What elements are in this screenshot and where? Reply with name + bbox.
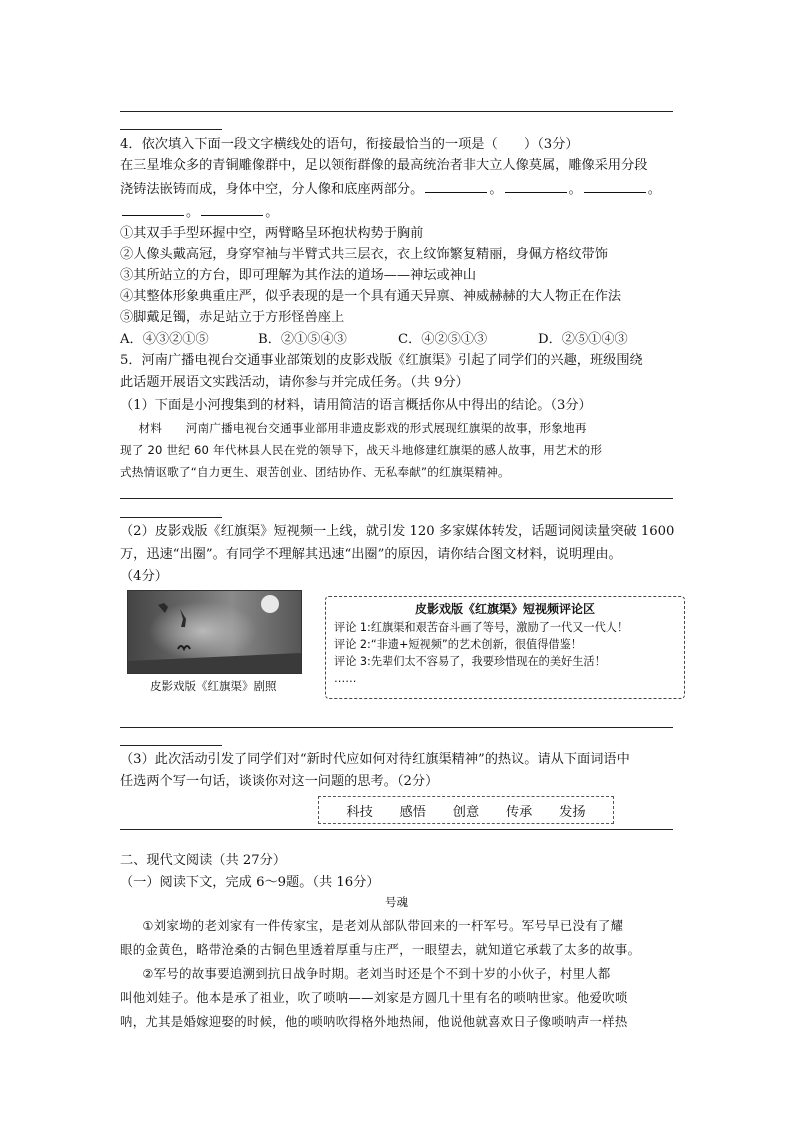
comment-item: 评论 3:先辈们太不容易了，我要珍惜现在的美好生活！ [334,655,606,668]
top-divider [120,111,673,112]
paragraph-1-line-2: 眼的金黄色，略带沧桑的古铜色里透着厚重与庄严，一眼望去，就知道它承载了太多的故事。 [120,942,641,957]
word-option[interactable]: 传承 [505,804,533,820]
q5-part2-line-2: 万，迅速“出圈”。有同学不理解其迅速“出圈”的原因，请你结合图文材料，说明理由。 [120,547,622,562]
q4-sentence-1: ①其双手手型环握中空，两臂略呈环抱状构势于胸前 [120,226,424,241]
q4-sentence-3: ③其所站立的方台，即可理解为其作法的道场——神坛或神山 [120,268,477,283]
answer-line[interactable] [120,829,673,830]
material-line-2: 现了 20 世纪 60 年代林县人民在党的领导下，战天斗地修建红旗渠的感人故事，用艺术的形 [120,443,603,457]
word-option[interactable]: 科技 [346,804,373,820]
answer-blank[interactable] [201,203,263,216]
answer-blank[interactable] [584,180,646,193]
q4-sentence-4: ④其整体形象典重庄严，似乎表现的是一个具有通天异禀、神威赫赫的大人物正在作法 [120,289,622,304]
answer-blank[interactable] [505,180,567,193]
word-option[interactable]: 发扬 [559,804,586,820]
comment-item: 评论 1:红旗渠和艰苦奋斗画了等号，激励了一代又一代人！ [334,621,629,634]
word-option[interactable]: 感悟 [399,804,426,820]
option-b[interactable]: B．②①⑤④③ [258,332,347,347]
shadow-figures-icon [128,591,301,673]
answer-line[interactable] [120,498,673,499]
q4-passage-line-2: 浇铸法嵌铸而成，身体中空，分人像和底座两部分。 。 。 。 [120,182,661,197]
short-rule [120,745,222,746]
option-d[interactable]: D．②⑤①④③ [538,332,628,347]
comment-item: …… [334,672,357,685]
comment-section [325,596,685,699]
shadow-play-photo [127,590,302,674]
q4-passage-line-3: 。 。 [120,203,676,223]
material-line-3: 式热情讴歌了“自力更生、艰苦创业、团结协作、无私奉献”的红旗渠精神。 [120,465,510,479]
short-rule [120,129,222,130]
section-heading: 二、现代文阅读（共 27分） [120,853,287,868]
q5-part2-line-1: （2）皮影戏版《红旗渠》短视频一上线，就引发 120 多家媒体转发，话题词阅读量突破 1600 [120,524,675,539]
option-c[interactable]: C．④②⑤①③ [398,332,488,347]
article-title: 号魂 [385,895,408,909]
paragraph-2-line-3: 呐，尤其是婚嫁迎娶的时候，他的唢呐吹得格外地热闹，他说他就喜欢日子像唢呐声一样热 [120,1014,628,1029]
paragraph-2-line-2: 叫他刘娃子。他本是承了祖业，吹了唢呐——刘家是方圆几十里有名的唢呐世家。他爱吹唢 [120,990,628,1005]
option-a[interactable]: A．④③②①⑤ [120,332,209,347]
answer-blank[interactable] [122,203,184,216]
q5-stem-line-1: 5．河南广播电视台交通事业部策划的皮影戏版《红旗渠》引起了同学们的兴趣，班级围绕 [120,353,643,368]
photo-caption: 皮影戏版《红旗渠》剧照 [150,679,277,693]
q4-passage-text: 浇铸法嵌铸而成，身体中空，分人像和底座两部分。 [120,182,424,197]
paragraph-2-line-1: ②军号的故事要追溯到抗日战争时期。老刘当时还是个不到十岁的小伙子，村里人都 [142,966,611,981]
q4-sentence-2: ②人像头戴高冠，身穿窄袖与半臂式共三层衣，衣上纹饰繁复精丽，身佩方格纹带饰 [120,247,608,262]
q5-part3-line-2: 任选两个写一句话，谈谈你对这一问题的思考。（2分） [120,774,439,789]
paragraph-1-line-1: ①刘家坳的老刘家有一件传家宝，是老刘从部队带回来的一杆军号。军号早已没有了耀 [142,918,624,933]
material-line-1: 材料 河南广播电视台交通事业部用非遗皮影戏的形式展现红旗渠的故事，形象地再 [138,421,587,435]
q5-part1: （1）下面是小河搜集到的材料，请用简洁的语言概括你从中得出的结论。（3分） [120,398,592,413]
q4-passage-line-1: 在三星堆众多的青铜雕像群中，足以领衔群像的最高统治者非大立人像莫属，雕像采用分段 [120,158,648,173]
answer-line[interactable] [120,727,673,728]
q5-stem-line-2: 此话题开展语文实践活动，请你参与并完成任务。（共 9分） [120,375,469,390]
word-option[interactable]: 创意 [452,804,480,820]
q4-stem: 4．依次填入下面一段文字横线处的语句，衔接最恰当的一项是（ ）（3分） [120,137,579,152]
q5-part3-line-1: （3）此次活动引发了同学们对“新时代应如何对待红旗渠精神”的热议。请从下面词语中 [120,752,630,767]
q4-sentence-5: ⑤脚戴足镯，赤足站立于方形怪兽座上 [120,310,345,325]
short-rule [120,517,222,518]
subsection-heading: （一）阅读下文，完成 6～9题。（共 16分） [120,875,380,890]
comment-section-title: 皮影戏版《红旗渠》短视频评论区 [414,602,595,616]
word-choice-box [318,796,614,824]
answer-blank[interactable] [425,180,487,193]
comment-item: 评论 2:“非遗+短视频”的艺术创新，很值得借鉴！ [334,638,582,651]
q5-part2-line-3: （4分） [120,569,168,584]
